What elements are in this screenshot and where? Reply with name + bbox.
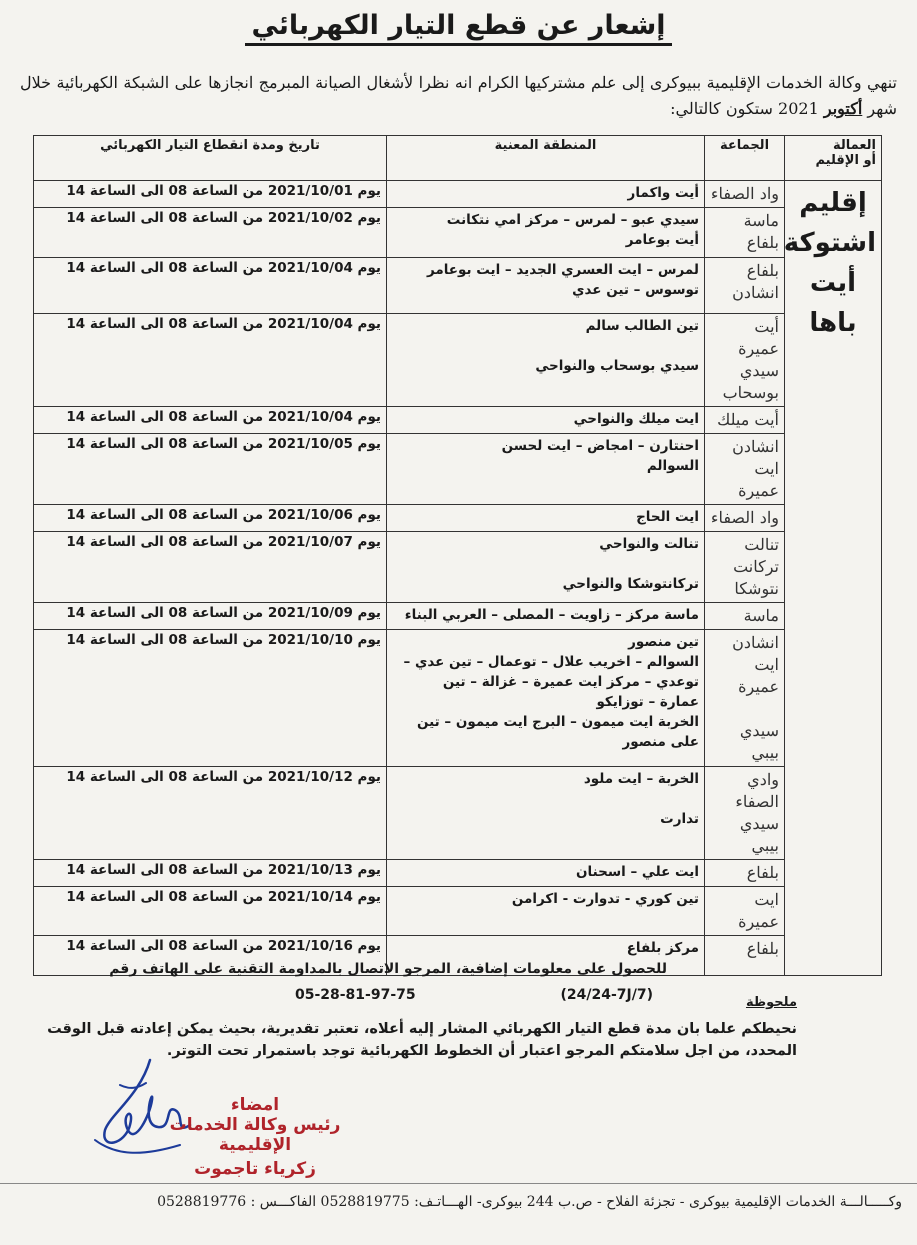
- signature-org: رئيس وكالة الخدمات الإقليمية: [169, 1115, 341, 1155]
- phone-number: 05-28-81-97-75: [294, 987, 416, 1003]
- contact-info: [27, 956, 667, 1008]
- header-group: الجماعة: [705, 136, 785, 181]
- group-cell: ماسة بلفاع: [705, 208, 785, 258]
- signature-name: زكرياء تاجموت: [194, 1159, 316, 1179]
- phone-hours: (24/24-7J/7): [560, 987, 653, 1003]
- date-cell: يوم 2021/10/04 من الساعة 08 الى الساعة 14: [34, 407, 387, 434]
- table-row: [34, 603, 882, 630]
- zone-cell: ماسة مركز – زاويت – المصلى – العربي البناء: [387, 603, 705, 630]
- group-cell: أيت عميرة سيدي بوسحاب: [705, 314, 785, 407]
- footer-address: وكـــــالـــة الخدمات الإقليمية بيوكرى - تجزئة الفلاح - ص.ب 244 بيوكرى- الهـــاتـف: 0528819775 الفاكـــس : 0528819776: [157, 1194, 902, 1210]
- zone-cell: تنالت والنواحي تركانتوشكا والنواحي: [387, 532, 705, 603]
- table-row: [34, 505, 882, 532]
- date-cell: يوم 2021/10/02 من الساعة 08 الى الساعة 14: [34, 208, 387, 258]
- date-cell: يوم 2021/10/13 من الساعة 08 الى الساعة 14: [34, 860, 387, 887]
- date-cell: يوم 2021/10/04 من الساعة 08 الى الساعة 14: [34, 314, 387, 407]
- intro-text-2: 2021 ستكون كالتالي:: [670, 99, 819, 118]
- date-cell: يوم 2021/10/09 من الساعة 08 الى الساعة 14: [34, 603, 387, 630]
- table-row: [34, 434, 882, 505]
- group-cell: تنالت تركانت نتوشكا: [705, 532, 785, 603]
- date-cell: يوم 2021/10/05 من الساعة 08 الى الساعة 14: [34, 434, 387, 505]
- zone-cell: ايت علي – اسحنان: [387, 860, 705, 887]
- group-cell: ايت عميرة: [705, 887, 785, 936]
- zone-cell: احنتارن – امجاض – ايت لحسن السوالم: [387, 434, 705, 505]
- contact-phone-line: [27, 982, 667, 1008]
- group-cell: بلفاع: [705, 936, 785, 976]
- group-cell: واد الصفاء: [705, 181, 785, 208]
- group-cell: انشادن ايت عميرة سيدي بيبي: [705, 630, 785, 767]
- note-text: نحيطكم علما بان مدة قطع التيار الكهربائي المشار إليه أعلاه، تعتبر تقديرية، بحيث يمكن إعادته قبل الوقت المحدد، من اجل سلامتكم المرجو اعتبار أن الخطوط الكهربائية توجد باستمرار تحت التوتر.: [47, 1021, 797, 1059]
- table-row: [34, 532, 882, 603]
- zone-cell: تين كوري - تدوارت - اكرامن: [387, 887, 705, 936]
- notice-title: إشعار عن قطع التيار الكهربائي: [0, 10, 917, 41]
- table-row: [34, 860, 882, 887]
- contact-line: للحصول على معلومات إضافية، المرجو الاتصال بالمداومة التقنية على الهاتف رقم: [109, 961, 667, 977]
- zone-cell: ايت ميلك والنواحي: [387, 407, 705, 434]
- table-body: [34, 181, 882, 976]
- date-cell: يوم 2021/10/16 من الساعة 08 الى الساعة 14: [34, 936, 387, 976]
- note-label: ملحوظة: [745, 995, 797, 1010]
- zone-cell: سيدي عبو – لمرس – مركز امي نتكانت أيت بوعامر: [387, 208, 705, 258]
- intro-text-1: تنهي وكالة الخدمات الإقليمية ببيوكرى إلى علم مشتركيها الكرام انه نظرا لأشغال الصيانة المبرمج انجازها على الشبكة الكهربائية خلال شهر: [20, 73, 898, 118]
- table-row: [34, 181, 882, 208]
- table-row: [34, 258, 882, 314]
- zone-cell: مركز بلفاع: [387, 936, 705, 976]
- group-cell: بلفاع: [705, 860, 785, 887]
- table-row: [34, 630, 882, 767]
- intro-paragraph: [20, 70, 897, 122]
- intro-month: أكتوبر: [823, 99, 863, 118]
- date-cell: يوم 2021/10/14 من الساعة 08 الى الساعة 14: [34, 887, 387, 936]
- header-zone: المنطقة المعنية: [387, 136, 705, 181]
- date-cell: يوم 2021/10/10 من الساعة 08 الى الساعة 14: [34, 630, 387, 767]
- group-cell: أيت ميلك: [705, 407, 785, 434]
- group-cell: وادي الصفاء سيدي بيبي: [705, 767, 785, 860]
- zone-cell: تين الطالب سالم سيدي بوسحاب والنواحي: [387, 314, 705, 407]
- date-cell: يوم 2021/10/12 من الساعة 08 الى الساعة 14: [34, 767, 387, 860]
- signature-label: امضاء: [230, 1095, 280, 1115]
- group-cell: انشادن ايت عميرة: [705, 434, 785, 505]
- date-cell: يوم 2021/10/06 من الساعة 08 الى الساعة 14: [34, 505, 387, 532]
- schedule-table: [33, 135, 882, 976]
- zone-cell: أيت واكمار: [387, 181, 705, 208]
- group-cell: بلفاع انشادن: [705, 258, 785, 314]
- date-cell: يوم 2021/10/01 من الساعة 08 الى الساعة 14: [34, 181, 387, 208]
- table-row: [34, 314, 882, 407]
- region-cell: إقليم اشتوكة أيت باها: [785, 181, 882, 976]
- table-row: [34, 767, 882, 860]
- group-cell: واد الصفاء: [705, 505, 785, 532]
- zone-cell: لمرس – ايت العسري الجديد – ايت بوعامر توسوس – تين عدي: [387, 258, 705, 314]
- zone-cell: الخربة – ايت ملود تدارت: [387, 767, 705, 860]
- zone-cell: ايت الحاج: [387, 505, 705, 532]
- date-cell: يوم 2021/10/07 من الساعة 08 الى الساعة 14: [34, 532, 387, 603]
- header-date: تاريخ ومدة انقطاع التيار الكهربائي: [34, 136, 387, 181]
- table-row: [34, 887, 882, 936]
- date-cell: يوم 2021/10/04 من الساعة 08 الى الساعة 14: [34, 258, 387, 314]
- header-region: العمالة أو الإقليم: [785, 136, 882, 181]
- signature-stamp: [140, 1095, 370, 1179]
- footer-divider: [0, 1183, 917, 1184]
- table-row: [34, 407, 882, 434]
- group-cell: ماسة: [705, 603, 785, 630]
- table-header-row: [34, 136, 882, 181]
- table-row: [34, 208, 882, 258]
- zone-cell: تين منصور السوالم – اخريب علال – توعمال – تين عدي – توعدي – مركز ايت عميرة – غزالة – تين عمارة – توزايكو الخربة ايت ميمون – البرج ايت ميمون – تين على منصور: [387, 630, 705, 767]
